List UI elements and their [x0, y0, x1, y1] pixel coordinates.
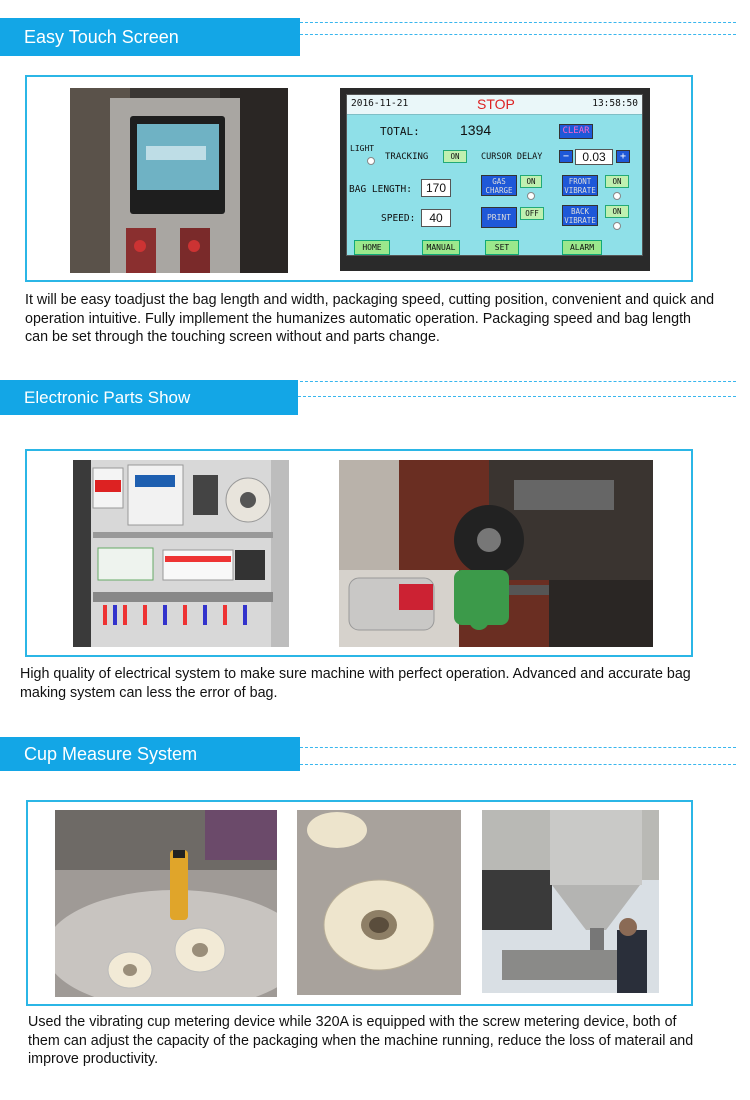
- section-description-electronic-parts-show: High quality of electrical system to make sure machine with perfect operation. Advanced and accurate bag making system can less the error of bag.: [20, 666, 691, 701]
- hmi-cursor-delay-label: CURSOR DELAY: [481, 152, 543, 162]
- section-title-easy-touch-screen: Easy Touch Screen: [0, 18, 300, 56]
- hmi-light-label: LIGHT: [350, 144, 375, 153]
- hmi-nav-set[interactable]: SET: [485, 240, 519, 255]
- divider-line: [298, 396, 736, 397]
- hmi-clear-button[interactable]: CLEAR: [559, 124, 593, 139]
- hmi-back-vibrate-indicator: [613, 222, 621, 230]
- hmi-front-vibrate-button[interactable]: FRONT VIBRATE: [562, 175, 598, 196]
- measuring-cup-closeup-photo: [297, 810, 461, 995]
- hmi-bag-length-field[interactable]: 170: [421, 179, 451, 197]
- hmi-print-toggle[interactable]: OFF: [520, 207, 544, 220]
- hmi-nav-home[interactable]: HOME: [354, 240, 390, 255]
- hmi-cursor-delay-field[interactable]: 0.03: [575, 149, 613, 165]
- hmi-light-indicator: [367, 157, 375, 165]
- hmi-total-label: TOTAL:: [380, 125, 420, 138]
- hmi-gas-charge-button[interactable]: GAS CHARGE: [481, 175, 517, 196]
- touch-screen-machine-photo: [70, 88, 288, 273]
- divider-line: [300, 22, 736, 23]
- section-description-easy-touch-screen: It will be easy toadjust the bag length and width, packaging speed, cutting position, convenient and quick and operation intuitive. Fully impllement the humanizes automatic operation. Packaging speed and bag length can be set through the touching screen without and parts change.: [25, 292, 715, 345]
- hmi-cursor-delay-minus-button[interactable]: −: [559, 150, 573, 163]
- hmi-status-bar: [347, 95, 642, 115]
- motor-gearbox-photo: [339, 460, 653, 647]
- hmi-touch-panel: [340, 88, 650, 271]
- hmi-front-vibrate-toggle[interactable]: ON: [605, 175, 629, 188]
- hmi-screen: [346, 94, 643, 256]
- electrical-cabinet-photo: [73, 460, 289, 647]
- hmi-back-vibrate-button[interactable]: BACK VIBRATE: [562, 205, 598, 226]
- divider-line: [300, 764, 736, 765]
- section-description-cup-measure-system: Used the vibrating cup metering device while 320A is equipped with the screw metering device, both of them can adjust the capacity of the packaging when the machine running, reduce the loss of materail and improve productivity.: [28, 1014, 694, 1067]
- hmi-date: 2016-11-21: [351, 98, 409, 109]
- hmi-nav-alarm[interactable]: ALARM: [562, 240, 602, 255]
- hmi-speed-field[interactable]: 40: [421, 209, 451, 227]
- divider-line: [300, 34, 736, 35]
- divider-line: [300, 747, 736, 748]
- hmi-cursor-delay-plus-button[interactable]: +: [616, 150, 630, 163]
- hmi-gas-charge-indicator: [527, 192, 535, 200]
- hmi-print-button[interactable]: PRINT: [481, 207, 517, 228]
- screw-metering-hopper-photo: [482, 810, 659, 993]
- hmi-front-vibrate-indicator: [613, 192, 621, 200]
- hmi-machine-status: STOP: [477, 96, 515, 112]
- hmi-tracking-label: TRACKING: [385, 152, 429, 162]
- hmi-bag-length-label: BAG LENGTH:: [349, 184, 412, 195]
- hmi-total-value: 1394: [460, 122, 492, 138]
- vibrating-cup-tray-photo: [55, 810, 277, 997]
- hmi-speed-label: SPEED:: [381, 213, 416, 224]
- hmi-gas-charge-toggle[interactable]: ON: [520, 175, 542, 188]
- section-title-electronic-parts-show: Electronic Parts Show: [0, 380, 298, 415]
- section-title-cup-measure-system: Cup Measure System: [0, 737, 300, 771]
- hmi-back-vibrate-toggle[interactable]: ON: [605, 205, 629, 218]
- hmi-time: 13:58:50: [592, 98, 638, 109]
- hmi-tracking-toggle[interactable]: ON: [443, 150, 467, 163]
- divider-line: [300, 381, 736, 382]
- hmi-nav-manual[interactable]: MANUAL: [422, 240, 460, 255]
